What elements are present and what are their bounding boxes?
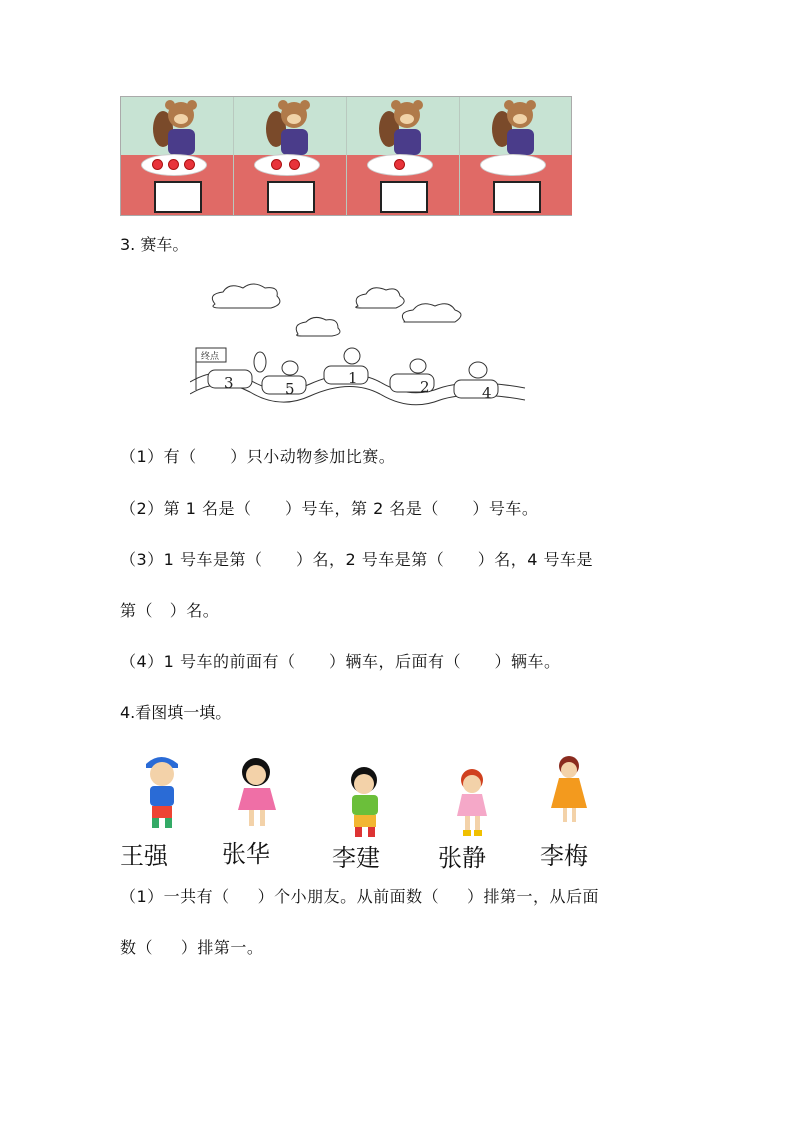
- bear-icon: [264, 99, 324, 157]
- plate: [480, 154, 546, 176]
- kid-name: 王强: [120, 842, 168, 870]
- car-number: 3: [224, 374, 234, 392]
- question-3-item-2: （2）第 1 名是（ ）号车，第 2 名是（ ）号车。: [120, 499, 539, 518]
- kids-picture: [120, 750, 600, 870]
- bear-icon: [151, 99, 211, 157]
- plate: [141, 154, 207, 176]
- girl-icon: [222, 750, 292, 830]
- cloud-icon: [212, 284, 280, 308]
- question-3-item-1: （1）有（ ）只小动物参加比赛。: [120, 447, 396, 466]
- question-4-item-1: （1）一共有（ ）个小朋友。从前面数（ ）排第一，从后面: [120, 887, 600, 906]
- dog-icon: [282, 361, 298, 375]
- car-number: 2: [420, 378, 430, 396]
- question-3-item-4: （4）1 号车的前面有（ ）辆车，后面有（ ）辆车。: [120, 652, 561, 671]
- bear-panel-3: [347, 97, 460, 215]
- answer-box[interactable]: [380, 181, 428, 213]
- boy-icon: [330, 760, 400, 840]
- cloud-icon: [356, 288, 404, 308]
- cloud-icon: [296, 317, 340, 336]
- question-3-title: 3. 赛车。: [120, 235, 189, 254]
- question-3-item-3: （3）1 号车是第（ ）名，2 号车是第（ ）名，4 号车是: [120, 550, 594, 569]
- answer-box[interactable]: [493, 181, 541, 213]
- cat-icon: [410, 359, 426, 373]
- girl-icon: [535, 750, 605, 830]
- answer-box[interactable]: [154, 181, 202, 213]
- car-number: 5: [285, 380, 295, 398]
- bear-icon: [344, 348, 360, 364]
- plate: [367, 154, 433, 176]
- car-number: 4: [482, 384, 492, 402]
- cloud-icon: [402, 304, 461, 322]
- plate: [254, 154, 320, 176]
- sheep-icon: [469, 362, 487, 378]
- girl-icon: [438, 762, 508, 842]
- question-4-title: 4.看图填一填。: [120, 703, 232, 722]
- answer-box[interactable]: [267, 181, 315, 213]
- rabbit-icon: [254, 352, 266, 372]
- race-car-icon: [324, 366, 368, 384]
- bear-icon: [490, 99, 550, 157]
- bear-strawberry-picture: [120, 96, 572, 216]
- boy-icon: [126, 750, 196, 830]
- kid-name: 李建: [332, 844, 380, 872]
- kid-name: 张静: [438, 844, 486, 872]
- race-picture: [190, 282, 530, 412]
- kid-name: 张华: [222, 840, 270, 868]
- bear-panel-2: [234, 97, 347, 215]
- bear-icon: [377, 99, 437, 157]
- question-4-item-1-cont: 数（ ）排第一。: [120, 938, 264, 957]
- bear-panel-1: [121, 97, 234, 215]
- kid-name: 李梅: [540, 842, 588, 870]
- bear-panel-4: [460, 97, 572, 215]
- finish-flag-label: 终点: [201, 352, 220, 362]
- car-number: 1: [348, 369, 358, 387]
- question-3-item-3-cont: 第（ ）名。: [120, 601, 220, 620]
- race-car-icon: [262, 376, 306, 394]
